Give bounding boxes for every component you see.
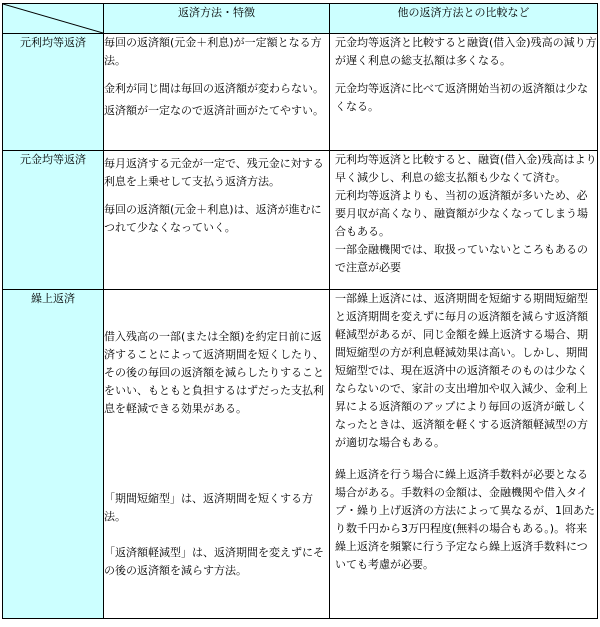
header-row xyxy=(3,4,598,34)
compare-cell-kuriage xyxy=(330,290,598,619)
compare-text: 元利均等返済と比較すると、融資(借入金)残高はより早く減少し、利息の総支払額も少なくて済む。 xyxy=(335,153,597,184)
table-row xyxy=(3,34,598,151)
method-text: 借入残高の一部(または全額)を約定日前に返済することによって返済期間を短くしたり、その後の毎回の返済額を減らしたりすることをいい、もともと負担するはずだった支払利息を軽減できる効果がある。 xyxy=(104,330,324,415)
compare-cell-ganri xyxy=(330,34,598,151)
table-row xyxy=(3,151,598,290)
method-text: 返済額が一定なので返済計画がたてやすい。 xyxy=(104,104,324,117)
corner-cell xyxy=(3,4,104,34)
method-text: 毎月返済する元金が一定で、残元金に対する利息を上乗せして支払う返済方法。 xyxy=(104,157,324,188)
compare-text: 一部繰上返済には、返済期間を短縮する期間短縮型と返済期間を変えずに毎月の返済額を減らす返済額軽減型があるが、同じ金額を繰上返済する場合、期間短縮型の方が利息軽減効果は高い。しかし、期間短縮型では、現在返済中の返済額そのものは少なくならないので、家計の支出増加や収入減少、金利上昇による返済額のアップにより毎回の返済が厳しくなったときは、返済額を軽くする返済額軽減型の方が適切な場合もある。 xyxy=(335,292,588,449)
header-method: 返済方法・特徴 xyxy=(104,4,330,34)
method-cell-gankin xyxy=(104,151,330,290)
method-text: 金利が同じ間は毎回の返済額が変わらない。 xyxy=(104,82,324,95)
compare-text: 一部金融機関では、取扱っていないところもあるので注意が必要 xyxy=(335,243,588,274)
row-label-kuriage: 繰上返済 xyxy=(3,290,104,619)
diagonal-line xyxy=(3,4,103,33)
method-text: 「返済額軽減型」は、返済期間を変えずにその後の返済額を減らす方法。 xyxy=(104,546,324,577)
repayment-comparison-table xyxy=(2,3,598,619)
method-cell-kuriage xyxy=(104,290,330,619)
method-text: 毎回の返済額(元金＋利息)は、返済が進むにつれて少なくなっていく。 xyxy=(104,203,322,234)
row-label-gankin: 元金均等返済 xyxy=(3,151,104,290)
compare-cell-gankin xyxy=(330,151,598,290)
compare-text: 元金均等返済に比べて返済開始当初の返済額は少なくなる。 xyxy=(335,82,588,113)
method-text: 「期間短縮型」は、返済期間を短くする方法。 xyxy=(104,492,313,523)
row-label-ganri: 元利均等返済 xyxy=(3,34,104,151)
method-cell-ganri xyxy=(104,34,330,151)
compare-text: 元金均等返済と比較すると融資(借入金)残高の減り方が遅く利息の総支払額は多くなる。 xyxy=(335,36,597,67)
compare-text: 元利均等返済よりも、当初の返済額が多いため、必要月収が高くなり、融資額が少なくなってしまう場合もある。 xyxy=(335,189,588,238)
compare-text: 繰上返済を行う場合に繰上返済手数料が必要となる場合がある。手数料の金額は、金融機関や借入タイプ・繰り上げ返済の方法によって異なるが、1回あたり数千円から3万円程度(無料の場合もある。)。将来繰上返済を頻繁に行う予定なら繰上返済手数料についても考慮が必要。 xyxy=(335,468,595,571)
method-text: 毎回の返済額(元金＋利息)が一定額となる方法。 xyxy=(104,36,322,67)
table-row xyxy=(3,290,598,619)
header-compare: 他の返済方法との比較など xyxy=(330,4,598,34)
